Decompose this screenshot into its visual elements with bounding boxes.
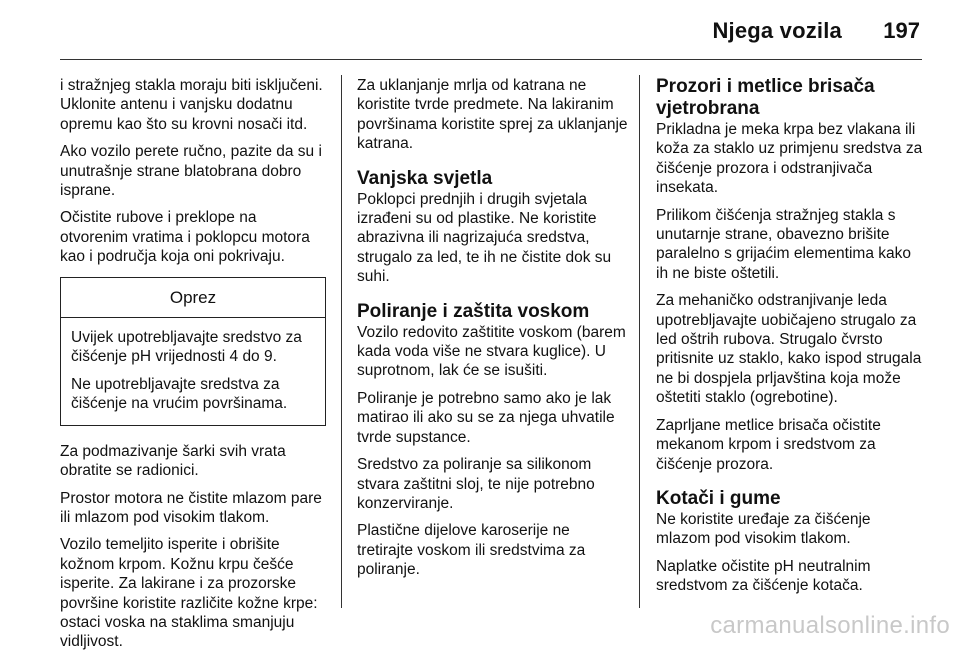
paragraph: Ako vozilo perete ručno, pazite da su i unutrašnje strane blatobrana dobro isprane. (60, 143, 322, 200)
caution-body (61, 318, 325, 425)
page-number: 197 (883, 18, 920, 43)
section-heading-exterior-lights: Vanjska svjetla (357, 167, 493, 189)
caution-heading: Oprez (61, 278, 325, 318)
paragraph: Prilikom čišćenja stražnjeg stakla s unutarnje strane, obavezno brišite paralelno s grijaćim elementima kako ih ne biste oštetili. (656, 206, 912, 282)
paragraph: Zaprljane metlice brisača očistite mekanom krpom i sredstvom za čišćenje prozora. (656, 416, 881, 473)
caution-box (60, 277, 326, 426)
paragraph: Vozilo temeljito isperite i obrišite kožnom krpom. Kožnu krpu češće isperite. Za lakirane i za prozorske površine koristite različite kožne krpe: ostaci voska na staklima smanjuju vidljivost. (60, 536, 318, 651)
paragraph: Prostor motora ne čistite mlazom pare ili mlazom pod visokim tlakom. (60, 489, 322, 526)
paragraph: Naplatke očistite pH neutralnim sredstvom za čišćenje kotača. (656, 557, 871, 595)
paragraph: Prikladna je meka krpa bez vlakana ili koža za staklo uz primjenu sredstva za čišćenje prozora i odstranjivača insekata. (656, 121, 923, 197)
paragraph: i stražnjeg stakla moraju biti isključeni. Uklonite antenu i vanjsku dodatnu opremu kao što su krovni nosači itd. (60, 77, 323, 133)
column-2 (357, 76, 630, 588)
chapter-title: Njega vozila (712, 18, 842, 43)
page-header (0, 0, 960, 62)
paragraph: Vozilo redovito zaštitite voskom (barem kada voda više ne stvara kuglice). U suprotnom, lak će se isušiti. (357, 323, 626, 380)
column-3 (656, 76, 926, 604)
paragraph: Za mehaničko odstranjivanje leda upotrebljavajte uobičajeno strugalo za led oštrih rubova. Strugalo čvrsto pritisnite uz staklo, kako ispod strugala ne bi dospjela prljavština koja može oštetiti staklo (ogrebotine). (656, 292, 922, 407)
caution-text: Ne upotrebljavajte sredstva za čišćenje na vrućim površinama. (71, 375, 288, 413)
section-heading-polishing: Poliranje i zaštita voskom (357, 300, 590, 322)
paragraph: Ne koristite uređaje za čišćenje mlazom pod visokim tlakom. (656, 510, 871, 548)
paragraph: Za podmazivanje šarki svih vrata obratite se radionici. (60, 442, 286, 480)
section-heading-wheels-tyres: Kotači i gume (656, 487, 781, 509)
paragraph: Plastične dijelove karoserije ne tretirajte voskom ili sredstvima za poliranje. (357, 522, 586, 579)
column-1 (60, 76, 326, 660)
paragraph: Za uklanjanje mrlja od katrana ne koristite tvrde predmete. Na lakiranim površinama koristite sprej za uklanjanje katrana. (357, 77, 628, 153)
paragraph: Sredstvo za poliranje sa silikonom stvara zaštitni sloj, te nije potrebno konzerviranje. (357, 456, 595, 512)
caution-text: Uvijek upotrebljavajte sredstvo za čišćenje pH vrijednosti 4 do 9. (71, 329, 302, 366)
header-rule (60, 59, 922, 60)
paragraph: Poliranje je potrebno samo ako je lak matirao ili ako su se za njega uhvatile tvrde supstance. (357, 389, 615, 446)
paragraph: Očistite rubove i preklope na otvorenim vratima i poklopcu motora kao i područja koja oni pokrivaju. (60, 209, 310, 266)
watermark: carmanualsonline.info (710, 612, 950, 639)
paragraph: Poklopci prednjih i drugih svjetala izrađeni su od plastike. Ne koristite abrazivna ili nagrizajuća sredstva, strugalo za led, te ih ne čistite dok su suhi. (357, 190, 612, 286)
section-heading-windows-wipers: Prozori i metlice brisača vjetrobrana (656, 76, 875, 119)
column-divider (341, 75, 342, 608)
column-divider (639, 75, 640, 608)
